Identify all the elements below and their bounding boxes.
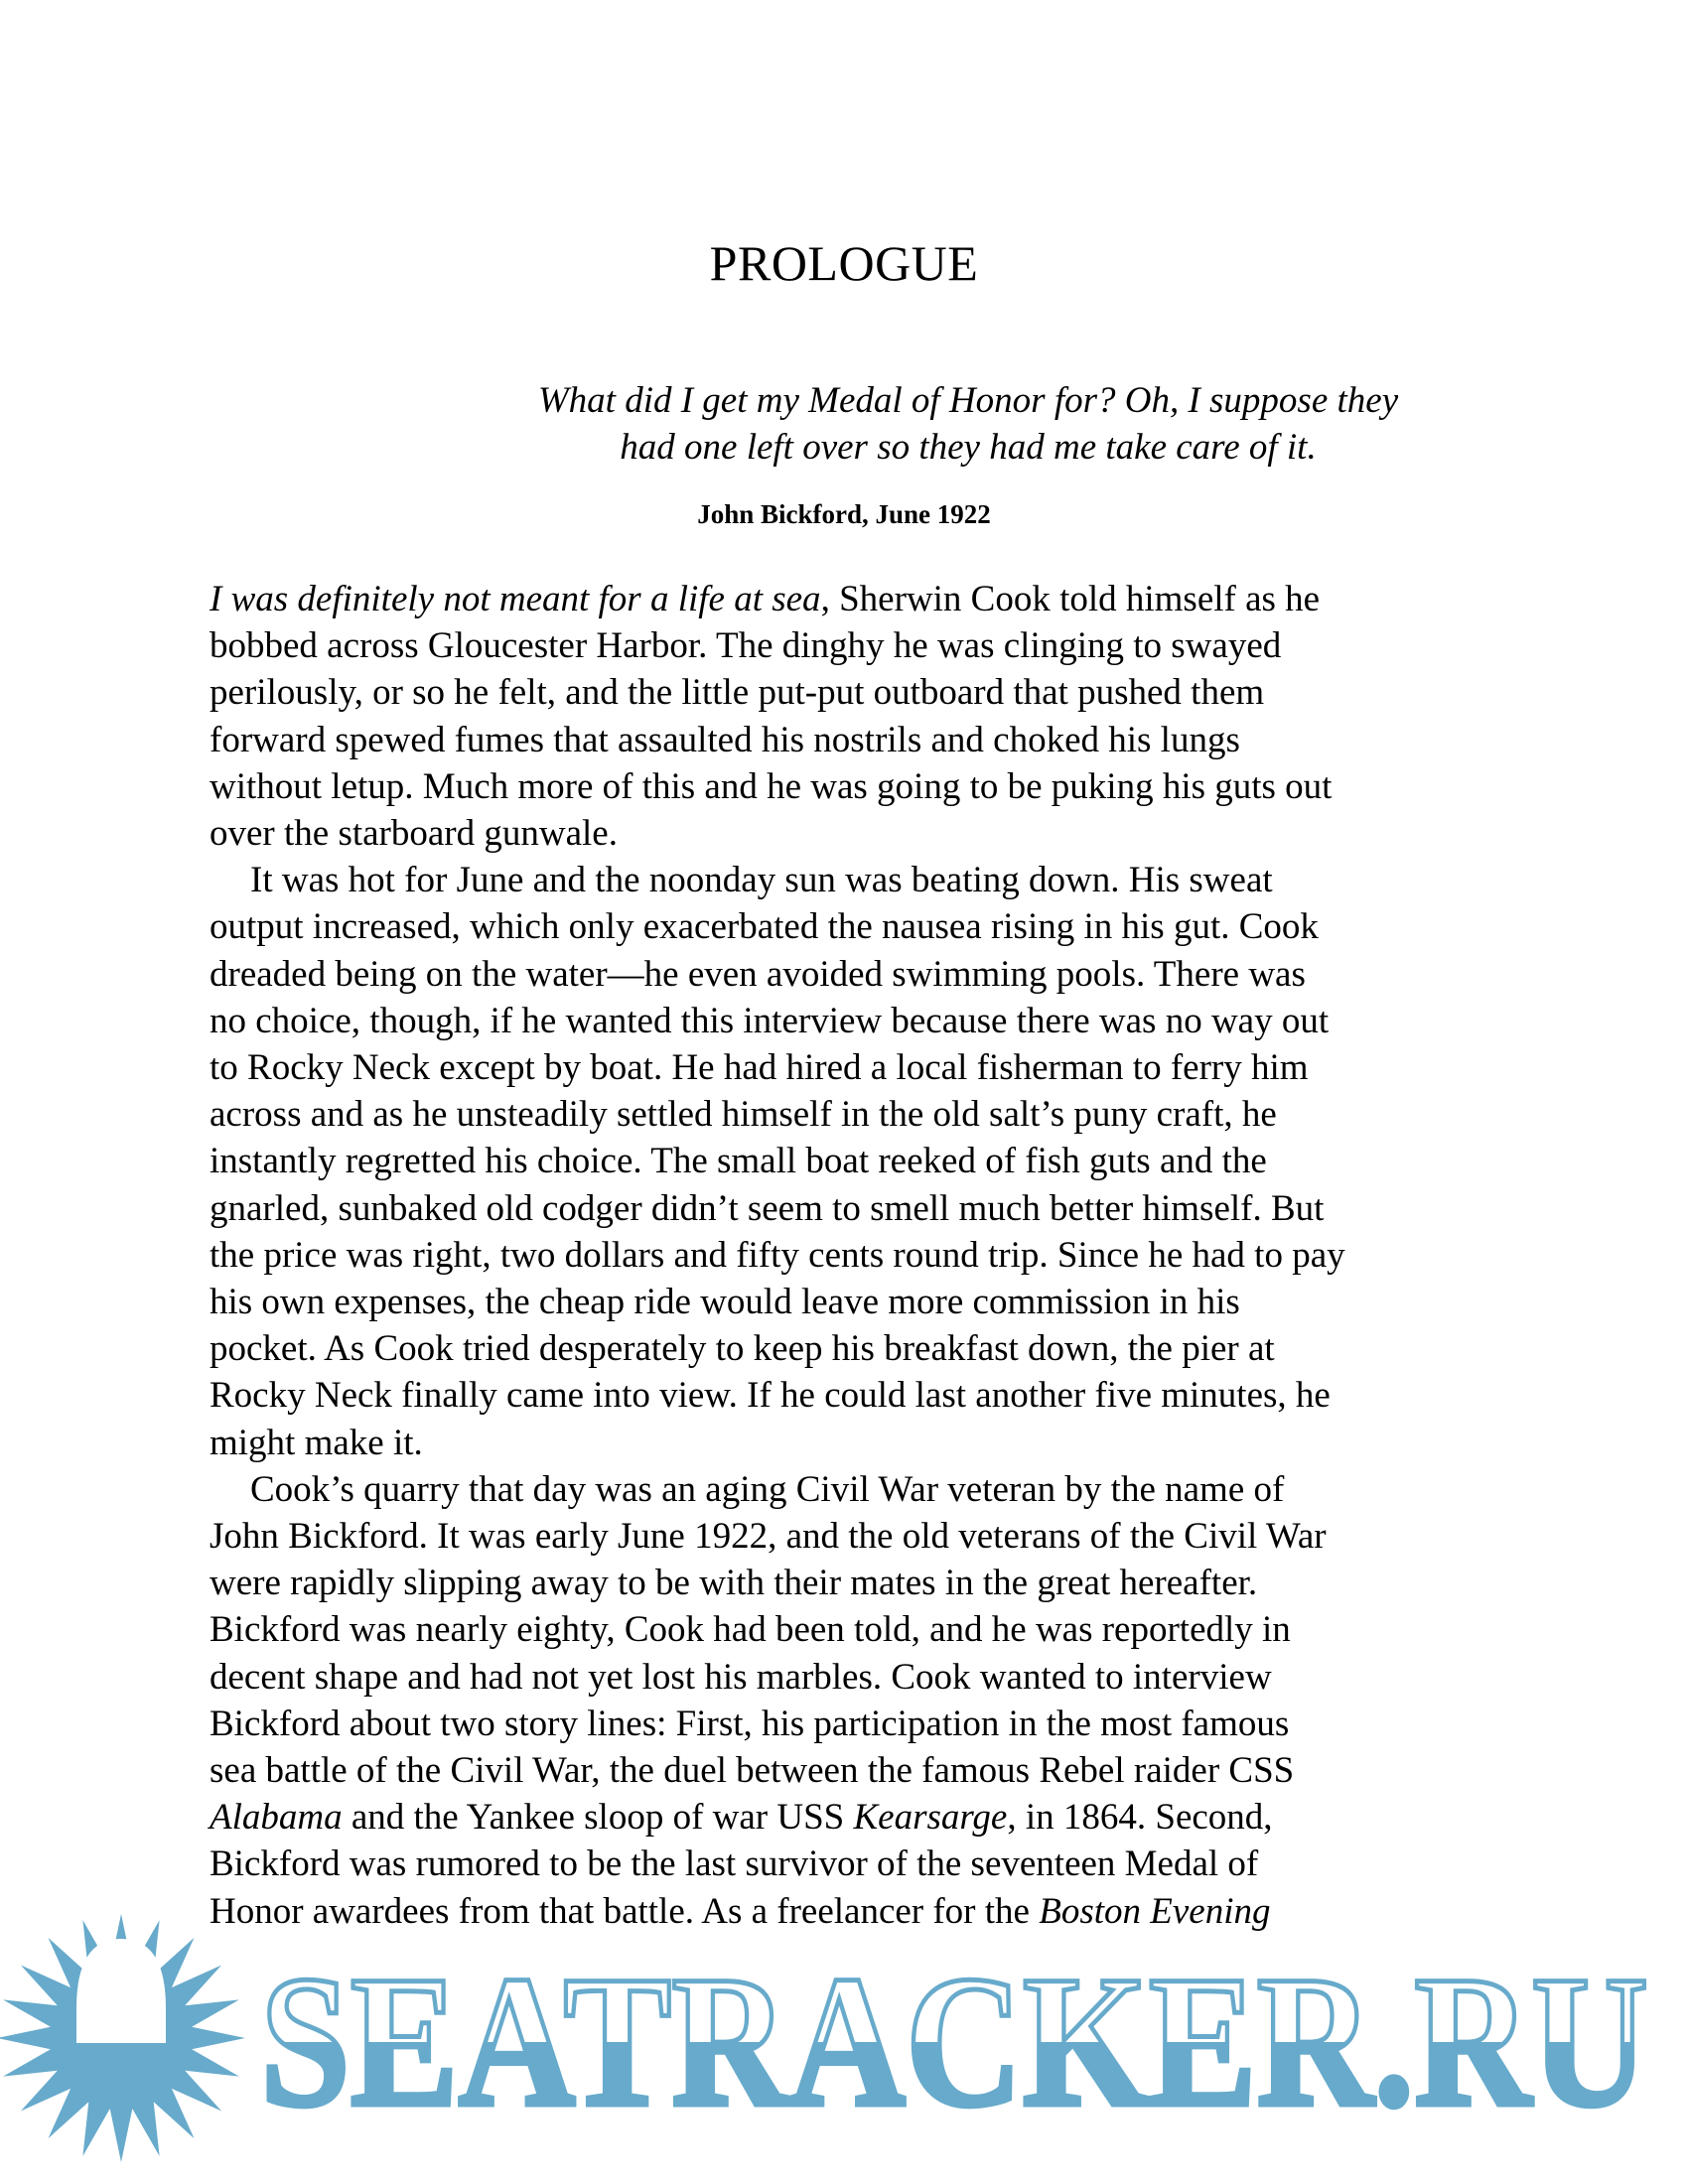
text-line (210, 1654, 1500, 1701)
epigraph-line: What did I get my Medal of Honor for? Oh, I suppose they (537, 380, 1399, 421)
sun-icon (0, 1914, 245, 2162)
text-segment: across and as he unsteadily settled himself in the old salt’s puny craft, he (210, 1094, 1277, 1136)
text-segment: sea battle of the Civil War, the duel between the famous Rebel raider CSS (210, 1750, 1295, 1792)
text-segment: , in 1864. Second, (1007, 1797, 1273, 1839)
text-segment: pocket. As Cook tried desperately to keep his breakfast down, the pier at (210, 1328, 1275, 1370)
text-line (210, 1232, 1500, 1279)
chapter-title: PROLOGUE (709, 235, 979, 291)
text-line (210, 1747, 1500, 1794)
sun-disc (76, 1939, 166, 2043)
text-segment: and the Yankee sloop of war USS (342, 1797, 854, 1839)
text-line (210, 1420, 1500, 1466)
text-line (210, 669, 1500, 716)
text-line (210, 1841, 1500, 1887)
text-line (210, 717, 1500, 763)
epigraph-attribution: John Bickford, June 1922 (697, 499, 991, 529)
italic-text: Kearsarge (853, 1797, 1008, 1839)
text-segment: Bickford about two story lines: First, his participation in the most famous (210, 1703, 1290, 1744)
text-line (210, 1138, 1500, 1184)
text-segment: It was hot for June and the noonday sun was beating down. His sweat (250, 860, 1273, 901)
text-line (210, 1044, 1500, 1091)
italic-text: I was definitely not meant for a life at sea (210, 579, 821, 619)
text-line (210, 857, 1500, 903)
text-segment: output increased, which only exacerbated the nausea rising in his gut. Cook (210, 906, 1319, 948)
text-line (210, 622, 1500, 669)
text-line (210, 1560, 1500, 1606)
text-line (210, 1606, 1500, 1653)
text-line (210, 1701, 1500, 1747)
epigraph-line: had one left over so they had me take care of it. (620, 427, 1317, 468)
epigraph-quote (477, 377, 1460, 471)
text-segment: Bickford was nearly eighty, Cook had been told, and he was reportedly in (210, 1609, 1291, 1651)
text-segment: no choice, though, if he wanted this interview because there was no way out (210, 1000, 1330, 1041)
text-segment: Rocky Neck finally came into view. If he could last another five minutes, he (210, 1375, 1331, 1417)
body-text (210, 576, 1500, 1935)
text-line (210, 763, 1500, 810)
text-segment: perilously, or so he felt, and the little put-put outboard that pushed them (210, 672, 1265, 714)
text-segment: his own expenses, the cheap ride would leave more commission in his (210, 1282, 1240, 1323)
text-line (210, 810, 1500, 857)
text-line (210, 1091, 1500, 1138)
text-segment: the price was right, two dollars and fifty cents round trip. Since he had to pay (210, 1234, 1345, 1276)
text-line (210, 998, 1500, 1044)
text-line (210, 1279, 1500, 1325)
text-segment: dreaded being on the water—he even avoided swimming pools. There was (210, 953, 1306, 995)
text-line (210, 1372, 1500, 1419)
text-segment: gnarled, sunbaked old codger didn’t seem to smell much better himself. But (210, 1187, 1325, 1229)
text-segment: , Sherwin Cook told himself as he (820, 579, 1321, 619)
text-segment: were rapidly slipping away to be with their mates in the great hereafter. (210, 1563, 1258, 1604)
text-segment: without letup. Much more of this and he was going to be puking his guts out (210, 765, 1333, 807)
text-line (210, 951, 1500, 998)
text-line (210, 903, 1500, 950)
text-segment: bobbed across Gloucester Harbor. The dinghy he was clinging to swayed (210, 625, 1282, 667)
text-line (210, 1185, 1500, 1232)
italic-text: Boston Evening (1039, 1890, 1271, 1932)
italic-text: Alabama (210, 1797, 343, 1839)
text-segment: instantly regretted his choice. The small boat reeked of fish guts and the (210, 1141, 1267, 1182)
text-segment: John Bickford. It was early June 1922, and the old veterans of the Civil War (210, 1516, 1327, 1558)
text-segment: over the starboard gunwale. (210, 813, 618, 855)
text-line (210, 1466, 1500, 1513)
text-segment: Honor awardees from that battle. As a freelancer for the (210, 1890, 1040, 1932)
text-line (210, 576, 1500, 622)
text-segment: to Rocky Neck except by boat. He had hired a local fisherman to ferry him (210, 1047, 1309, 1089)
text-line (210, 1513, 1500, 1560)
text-line (210, 1794, 1500, 1841)
text-segment: Cook’s quarry that day was an aging Civil War veteran by the name of (250, 1468, 1285, 1510)
text-segment: Bickford was rumored to be the last survivor of the seventeen Medal of (210, 1843, 1259, 1885)
text-segment: forward spewed fumes that assaulted his nostrils and choked his lungs (210, 719, 1240, 760)
watermark-logo (0, 1911, 1688, 2174)
text-line (210, 1325, 1500, 1372)
watermark-text: SEATRACKER.RU (260, 1938, 1648, 2146)
text-segment: might make it. (210, 1422, 423, 1463)
text-segment: decent shape and had not yet lost his marbles. Cook wanted to interview (210, 1656, 1272, 1698)
